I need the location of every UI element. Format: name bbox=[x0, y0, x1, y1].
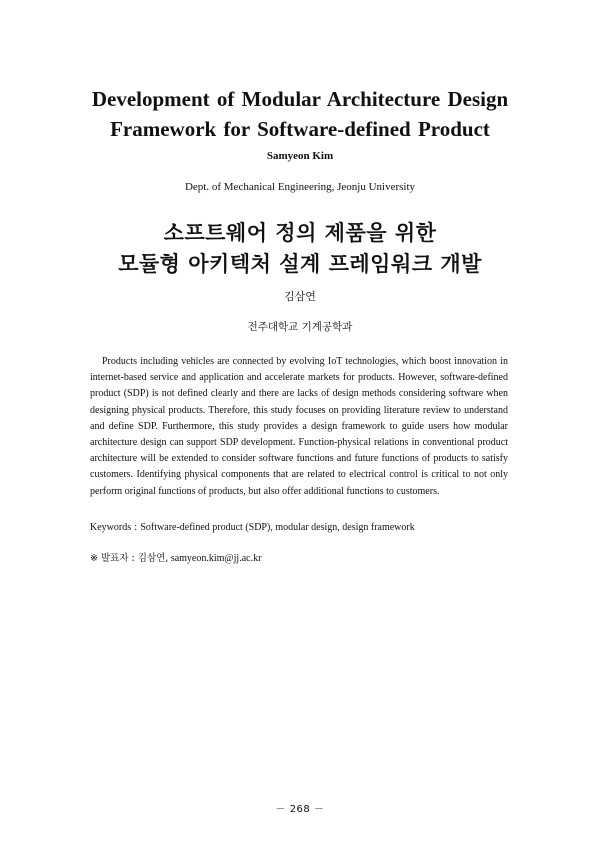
presenter-separator: : bbox=[128, 553, 138, 564]
abstract: Products including vehicles are connected by evolving IoT technologies, which boost innovation in internet-based service and application and accelerate markets for products. However, software-defined product (SDP) is not defined clearly and there are lacks of design methods considering software when designing physical products. Therefore, this study focuses on providing literature review to understand and define SDP. Furthermore, this study provides a design framework to guide users how modular architecture design can support SDP development. Function-physical relations in conventional product architecture will be extended to consider software functions and future functions of products to satisfy customers. Identifying physical components that are related to electrical control is critical to not only perform original functions of products, but also offer additional functions to customers. bbox=[90, 356, 508, 497]
korean-author: 김삼연 bbox=[284, 290, 316, 303]
english-affiliation: Dept. of Mechanical Engineering, Jeonju University bbox=[184, 181, 416, 193]
keywords-label: Keywords bbox=[90, 522, 132, 533]
english-title-line-1: Development of Modular Architecture Design bbox=[91, 87, 509, 111]
keywords bbox=[90, 520, 508, 536]
keywords-text: Software-defined product (SDP), modular design, design framework bbox=[140, 522, 415, 533]
korean-title-line-2: 모듈형 아키텍처 설계 프레임워크 개발 bbox=[118, 252, 482, 276]
presenter-email: samyeon.kim@jj.ac.kr bbox=[170, 553, 262, 564]
english-author: Samyeon Kim bbox=[266, 150, 334, 162]
korean-title-line-1: 소프트웨어 정의 제품을 위한 bbox=[163, 221, 437, 245]
english-title bbox=[40, 84, 560, 144]
english-title-line-2: Framework for Software-defined Product bbox=[110, 117, 490, 141]
korean-title bbox=[40, 218, 560, 280]
korean-affiliation: 전주대학교 기계공학과 bbox=[247, 321, 353, 333]
presenter-label: ※ 발표자 bbox=[90, 553, 129, 564]
presenter-name: 김삼연, bbox=[137, 553, 169, 564]
presenter-note bbox=[90, 551, 508, 567]
keywords-separator: : bbox=[131, 522, 141, 533]
page-number: － 268 － bbox=[275, 804, 325, 815]
